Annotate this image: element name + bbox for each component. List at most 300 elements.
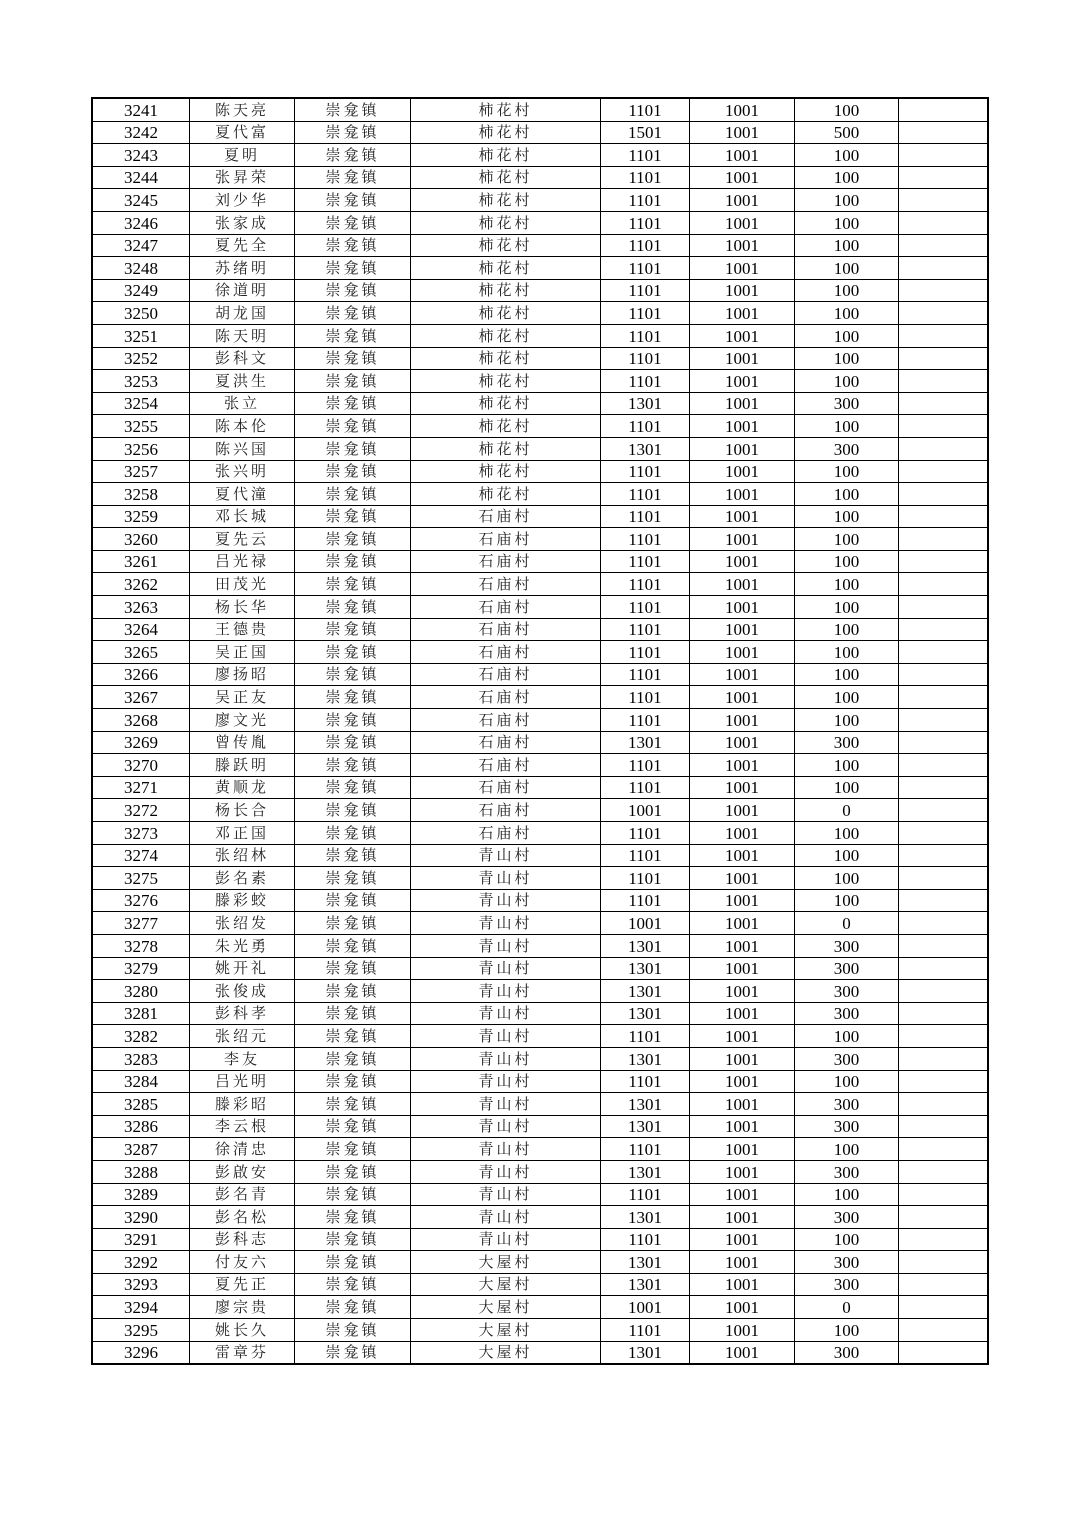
village-cell: 柿花村 (411, 392, 601, 415)
village-cell: 石庙村 (411, 573, 601, 596)
name-cell: 夏代富 (190, 121, 295, 144)
village-cell: 青山村 (411, 912, 601, 935)
amount-cell: 100 (795, 166, 899, 189)
town-cell: 崇龛镇 (295, 799, 411, 822)
town-cell: 崇龛镇 (295, 415, 411, 438)
row-number-cell: 3287 (92, 1138, 190, 1161)
amount-cell: 100 (795, 663, 899, 686)
remark-cell (899, 257, 989, 280)
town-cell: 崇龛镇 (295, 1228, 411, 1251)
amount-cell: 300 (795, 1002, 899, 1025)
town-cell: 崇龛镇 (295, 460, 411, 483)
village-cell: 青山村 (411, 980, 601, 1003)
remark-cell (899, 347, 989, 370)
remark-cell (899, 1251, 989, 1274)
table-row (92, 1296, 988, 1319)
amount-cell: 0 (795, 1296, 899, 1319)
row-number-cell: 3294 (92, 1296, 190, 1319)
code1-cell: 1101 (601, 347, 690, 370)
name-cell: 陈天亮 (190, 98, 295, 121)
code1-cell: 1301 (601, 731, 690, 754)
village-cell: 柿花村 (411, 437, 601, 460)
row-number-cell: 3260 (92, 528, 190, 551)
code2-cell: 1001 (690, 211, 795, 234)
code2-cell: 1001 (690, 1070, 795, 1093)
village-cell: 大屋村 (411, 1251, 601, 1274)
remark-cell (899, 1002, 989, 1025)
code1-cell: 1101 (601, 867, 690, 890)
code1-cell: 1101 (601, 550, 690, 573)
remark-cell (899, 166, 989, 189)
amount-cell: 100 (795, 302, 899, 325)
remark-cell (899, 686, 989, 709)
code1-cell: 1101 (601, 641, 690, 664)
town-cell: 崇龛镇 (295, 234, 411, 257)
village-cell: 柿花村 (411, 483, 601, 506)
amount-cell: 100 (795, 189, 899, 212)
name-cell: 吴正国 (190, 641, 295, 664)
village-cell: 柿花村 (411, 144, 601, 167)
name-cell: 夏代潼 (190, 483, 295, 506)
row-number-cell: 3274 (92, 844, 190, 867)
table-row (92, 144, 988, 167)
name-cell: 夏洪生 (190, 370, 295, 393)
code1-cell: 1101 (601, 279, 690, 302)
town-cell: 崇龛镇 (295, 1183, 411, 1206)
table-row (92, 934, 988, 957)
village-cell: 青山村 (411, 1160, 601, 1183)
amount-cell: 100 (795, 1138, 899, 1161)
name-cell: 陈兴国 (190, 437, 295, 460)
name-cell: 彭名青 (190, 1183, 295, 1206)
amount-cell: 100 (795, 528, 899, 551)
town-cell: 崇龛镇 (295, 505, 411, 528)
village-cell: 柿花村 (411, 98, 601, 121)
name-cell: 徐清忠 (190, 1138, 295, 1161)
name-cell: 彭名素 (190, 867, 295, 890)
name-cell: 张俊成 (190, 980, 295, 1003)
amount-cell: 100 (795, 505, 899, 528)
code1-cell: 1101 (601, 889, 690, 912)
town-cell: 崇龛镇 (295, 889, 411, 912)
row-number-cell: 3288 (92, 1160, 190, 1183)
remark-cell (899, 1273, 989, 1296)
row-number-cell: 3277 (92, 912, 190, 935)
name-cell: 朱光勇 (190, 934, 295, 957)
row-number-cell: 3255 (92, 415, 190, 438)
code2-cell: 1001 (690, 1047, 795, 1070)
code1-cell: 1101 (601, 189, 690, 212)
remark-cell (899, 392, 989, 415)
village-cell: 石庙村 (411, 641, 601, 664)
remark-cell (899, 121, 989, 144)
code1-cell: 1301 (601, 1047, 690, 1070)
amount-cell: 300 (795, 957, 899, 980)
row-number-cell: 3243 (92, 144, 190, 167)
town-cell: 崇龛镇 (295, 1138, 411, 1161)
row-number-cell: 3267 (92, 686, 190, 709)
village-cell: 柿花村 (411, 121, 601, 144)
name-cell: 杨长华 (190, 596, 295, 619)
town-cell: 崇龛镇 (295, 144, 411, 167)
row-number-cell: 3268 (92, 709, 190, 732)
code2-cell: 1001 (690, 347, 795, 370)
table-row (92, 347, 988, 370)
code2-cell: 1001 (690, 1251, 795, 1274)
code2-cell: 1001 (690, 822, 795, 845)
table-row (92, 550, 988, 573)
code2-cell: 1001 (690, 1115, 795, 1138)
name-cell: 陈本伦 (190, 415, 295, 438)
row-number-cell: 3293 (92, 1273, 190, 1296)
remark-cell (899, 211, 989, 234)
town-cell: 崇龛镇 (295, 1341, 411, 1364)
table-row (92, 415, 988, 438)
code2-cell: 1001 (690, 415, 795, 438)
remark-cell (899, 776, 989, 799)
code1-cell: 1101 (601, 98, 690, 121)
name-cell: 张昇荣 (190, 166, 295, 189)
code1-cell: 1301 (601, 1115, 690, 1138)
code1-cell: 1101 (601, 370, 690, 393)
code1-cell: 1101 (601, 1138, 690, 1161)
code2-cell: 1001 (690, 686, 795, 709)
remark-cell (899, 1319, 989, 1342)
row-number-cell: 3251 (92, 324, 190, 347)
name-cell: 吕光明 (190, 1070, 295, 1093)
code1-cell: 1301 (601, 1002, 690, 1025)
village-cell: 柿花村 (411, 460, 601, 483)
table-row (92, 121, 988, 144)
village-cell: 石庙村 (411, 550, 601, 573)
amount-cell: 100 (795, 211, 899, 234)
code2-cell: 1001 (690, 279, 795, 302)
name-cell: 姚开礼 (190, 957, 295, 980)
village-cell: 大屋村 (411, 1273, 601, 1296)
name-cell: 苏绪明 (190, 257, 295, 280)
remark-cell (899, 889, 989, 912)
town-cell: 崇龛镇 (295, 573, 411, 596)
town-cell: 崇龛镇 (295, 121, 411, 144)
code2-cell: 1001 (690, 641, 795, 664)
row-number-cell: 3282 (92, 1025, 190, 1048)
village-cell: 柿花村 (411, 324, 601, 347)
name-cell: 田茂光 (190, 573, 295, 596)
town-cell: 崇龛镇 (295, 731, 411, 754)
row-number-cell: 3271 (92, 776, 190, 799)
table-row (92, 392, 988, 415)
code2-cell: 1001 (690, 1002, 795, 1025)
table-row (92, 822, 988, 845)
code2-cell: 1001 (690, 437, 795, 460)
table-row (92, 844, 988, 867)
remark-cell (899, 1228, 989, 1251)
town-cell: 崇龛镇 (295, 1070, 411, 1093)
code1-cell: 1101 (601, 663, 690, 686)
code2-cell: 1001 (690, 1025, 795, 1048)
name-cell: 张立 (190, 392, 295, 415)
name-cell: 张绍元 (190, 1025, 295, 1048)
code1-cell: 1101 (601, 1183, 690, 1206)
table-row (92, 370, 988, 393)
name-cell: 夏明 (190, 144, 295, 167)
name-cell: 张兴明 (190, 460, 295, 483)
town-cell: 崇龛镇 (295, 1160, 411, 1183)
row-number-cell: 3283 (92, 1047, 190, 1070)
town-cell: 崇龛镇 (295, 618, 411, 641)
code1-cell: 1001 (601, 912, 690, 935)
village-cell: 石庙村 (411, 596, 601, 619)
village-cell: 柿花村 (411, 257, 601, 280)
village-cell: 石庙村 (411, 822, 601, 845)
town-cell: 崇龛镇 (295, 980, 411, 1003)
remark-cell (899, 279, 989, 302)
remark-cell (899, 957, 989, 980)
name-cell: 彭科志 (190, 1228, 295, 1251)
code2-cell: 1001 (690, 234, 795, 257)
row-number-cell: 3279 (92, 957, 190, 980)
code2-cell: 1001 (690, 1138, 795, 1161)
table-row (92, 166, 988, 189)
code1-cell: 1101 (601, 211, 690, 234)
code2-cell: 1001 (690, 844, 795, 867)
table-row (92, 460, 988, 483)
amount-cell: 500 (795, 121, 899, 144)
code2-cell: 1001 (690, 980, 795, 1003)
table-row (92, 1070, 988, 1093)
code1-cell: 1301 (601, 980, 690, 1003)
code1-cell: 1101 (601, 573, 690, 596)
name-cell: 杨长合 (190, 799, 295, 822)
table-row (92, 776, 988, 799)
amount-cell: 100 (795, 460, 899, 483)
table-row (92, 912, 988, 935)
row-number-cell: 3284 (92, 1070, 190, 1093)
table-row (92, 867, 988, 890)
name-cell: 夏先云 (190, 528, 295, 551)
name-cell: 张绍发 (190, 912, 295, 935)
code2-cell: 1001 (690, 1273, 795, 1296)
code2-cell: 1001 (690, 460, 795, 483)
name-cell: 姚长久 (190, 1319, 295, 1342)
name-cell: 吕光禄 (190, 550, 295, 573)
name-cell: 彭啟安 (190, 1160, 295, 1183)
code1-cell: 1301 (601, 437, 690, 460)
remark-cell (899, 663, 989, 686)
table-row (92, 1002, 988, 1025)
village-cell: 青山村 (411, 1047, 601, 1070)
code1-cell: 1101 (601, 1070, 690, 1093)
amount-cell: 100 (795, 596, 899, 619)
remark-cell (899, 324, 989, 347)
remark-cell (899, 483, 989, 506)
code1-cell: 1101 (601, 166, 690, 189)
village-cell: 青山村 (411, 1228, 601, 1251)
row-number-cell: 3263 (92, 596, 190, 619)
remark-cell (899, 980, 989, 1003)
town-cell: 崇龛镇 (295, 1025, 411, 1048)
name-cell: 曾传胤 (190, 731, 295, 754)
remark-cell (899, 370, 989, 393)
row-number-cell: 3264 (92, 618, 190, 641)
name-cell: 夏先全 (190, 234, 295, 257)
code2-cell: 1001 (690, 1319, 795, 1342)
amount-cell: 100 (795, 370, 899, 393)
amount-cell: 0 (795, 799, 899, 822)
code1-cell: 1101 (601, 1319, 690, 1342)
village-cell: 大屋村 (411, 1296, 601, 1319)
code2-cell: 1001 (690, 867, 795, 890)
table-row (92, 1025, 988, 1048)
village-cell: 柿花村 (411, 189, 601, 212)
village-cell: 石庙村 (411, 528, 601, 551)
code2-cell: 1001 (690, 799, 795, 822)
remark-cell (899, 596, 989, 619)
village-cell: 柿花村 (411, 415, 601, 438)
code1-cell: 1101 (601, 1025, 690, 1048)
town-cell: 崇龛镇 (295, 641, 411, 664)
code1-cell: 1301 (601, 1093, 690, 1116)
table-row (92, 324, 988, 347)
table-row (92, 279, 988, 302)
remark-cell (899, 98, 989, 121)
row-number-cell: 3265 (92, 641, 190, 664)
code2-cell: 1001 (690, 618, 795, 641)
village-cell: 青山村 (411, 1025, 601, 1048)
name-cell: 廖文光 (190, 709, 295, 732)
table-row (92, 98, 988, 121)
name-cell: 邓长城 (190, 505, 295, 528)
amount-cell: 100 (795, 98, 899, 121)
name-cell: 彭科文 (190, 347, 295, 370)
code2-cell: 1001 (690, 505, 795, 528)
town-cell: 崇龛镇 (295, 392, 411, 415)
table-row (92, 1160, 988, 1183)
row-number-cell: 3248 (92, 257, 190, 280)
row-number-cell: 3281 (92, 1002, 190, 1025)
village-cell: 石庙村 (411, 754, 601, 777)
row-number-cell: 3290 (92, 1206, 190, 1229)
name-cell: 雷章芬 (190, 1341, 295, 1364)
table-row (92, 257, 988, 280)
row-number-cell: 3276 (92, 889, 190, 912)
village-cell: 青山村 (411, 1002, 601, 1025)
code2-cell: 1001 (690, 1341, 795, 1364)
row-number-cell: 3249 (92, 279, 190, 302)
town-cell: 崇龛镇 (295, 302, 411, 325)
table-row (92, 618, 988, 641)
code2-cell: 1001 (690, 1093, 795, 1116)
code2-cell: 1001 (690, 370, 795, 393)
code1-cell: 1101 (601, 618, 690, 641)
remark-cell (899, 1160, 989, 1183)
row-number-cell: 3275 (92, 867, 190, 890)
code2-cell: 1001 (690, 1296, 795, 1319)
town-cell: 崇龛镇 (295, 596, 411, 619)
row-number-cell: 3259 (92, 505, 190, 528)
town-cell: 崇龛镇 (295, 912, 411, 935)
code1-cell: 1101 (601, 324, 690, 347)
code1-cell: 1101 (601, 776, 690, 799)
remark-cell (899, 641, 989, 664)
code2-cell: 1001 (690, 144, 795, 167)
remark-cell (899, 822, 989, 845)
village-cell: 石庙村 (411, 505, 601, 528)
code2-cell: 1001 (690, 934, 795, 957)
name-cell: 胡龙国 (190, 302, 295, 325)
row-number-cell: 3273 (92, 822, 190, 845)
village-cell: 青山村 (411, 1115, 601, 1138)
remark-cell (899, 505, 989, 528)
amount-cell: 100 (795, 1319, 899, 1342)
code1-cell: 1101 (601, 822, 690, 845)
code2-cell: 1001 (690, 324, 795, 347)
row-number-cell: 3246 (92, 211, 190, 234)
table-row (92, 437, 988, 460)
row-number-cell: 3242 (92, 121, 190, 144)
amount-cell: 100 (795, 686, 899, 709)
name-cell: 王德贵 (190, 618, 295, 641)
code1-cell: 1301 (601, 957, 690, 980)
village-cell: 石庙村 (411, 686, 601, 709)
row-number-cell: 3270 (92, 754, 190, 777)
row-number-cell: 3291 (92, 1228, 190, 1251)
amount-cell: 100 (795, 776, 899, 799)
amount-cell: 300 (795, 392, 899, 415)
table-row (92, 302, 988, 325)
town-cell: 崇龛镇 (295, 98, 411, 121)
amount-cell: 100 (795, 822, 899, 845)
name-cell: 滕彩蛟 (190, 889, 295, 912)
amount-cell: 300 (795, 934, 899, 957)
table-row (92, 754, 988, 777)
remark-cell (899, 1047, 989, 1070)
code2-cell: 1001 (690, 596, 795, 619)
name-cell: 彭科孝 (190, 1002, 295, 1025)
code2-cell: 1001 (690, 483, 795, 506)
name-cell: 邓正国 (190, 822, 295, 845)
remark-cell (899, 573, 989, 596)
village-cell: 柿花村 (411, 370, 601, 393)
table-row (92, 957, 988, 980)
row-number-cell: 3295 (92, 1319, 190, 1342)
row-number-cell: 3261 (92, 550, 190, 573)
code2-cell: 1001 (690, 709, 795, 732)
town-cell: 崇龛镇 (295, 957, 411, 980)
village-cell: 青山村 (411, 844, 601, 867)
town-cell: 崇龛镇 (295, 370, 411, 393)
table-row (92, 483, 988, 506)
remark-cell (899, 144, 989, 167)
town-cell: 崇龛镇 (295, 1115, 411, 1138)
row-number-cell: 3262 (92, 573, 190, 596)
remark-cell (899, 1341, 989, 1364)
code2-cell: 1001 (690, 912, 795, 935)
town-cell: 崇龛镇 (295, 1002, 411, 1025)
amount-cell: 300 (795, 1251, 899, 1274)
remark-cell (899, 234, 989, 257)
amount-cell: 300 (795, 1341, 899, 1364)
remark-cell (899, 415, 989, 438)
table-row (92, 641, 988, 664)
remark-cell (899, 754, 989, 777)
town-cell: 崇龛镇 (295, 166, 411, 189)
table-row (92, 709, 988, 732)
table-row (92, 731, 988, 754)
remark-cell (899, 189, 989, 212)
amount-cell: 100 (795, 483, 899, 506)
row-number-cell: 3278 (92, 934, 190, 957)
